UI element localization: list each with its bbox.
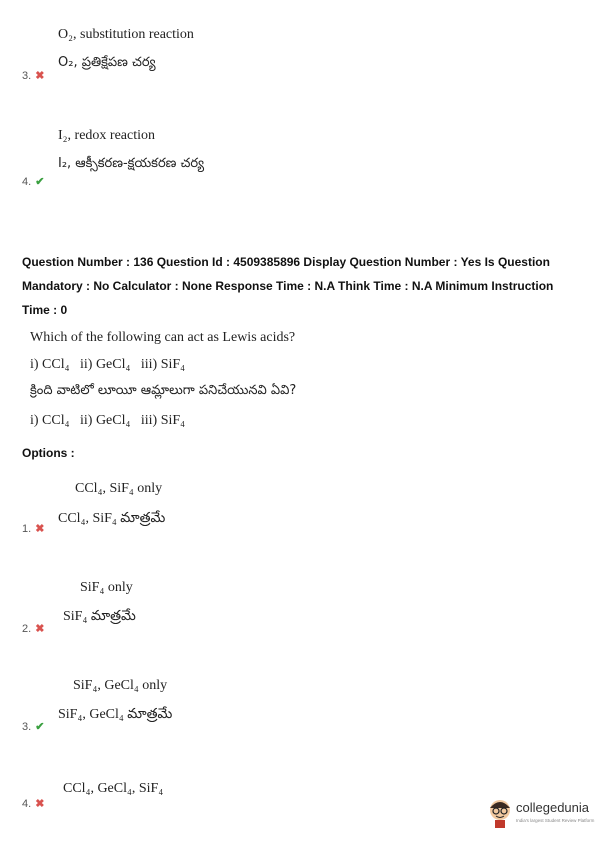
prev-option-3-english: O₂, substitution reaction bbox=[58, 27, 194, 42]
prev-option-4-number bbox=[22, 175, 44, 188]
option-number: 4. bbox=[22, 176, 32, 188]
option-1-english: CCl₄, SiF₄ only bbox=[75, 481, 163, 496]
cross-icon: ✖ bbox=[35, 798, 45, 810]
mascot-icon bbox=[488, 798, 512, 828]
check-icon: ✔ bbox=[35, 176, 45, 188]
cross-icon: ✖ bbox=[35, 523, 45, 535]
option-3-telugu: SiF₄, GeCl₄ మాత్రమే bbox=[58, 707, 173, 722]
option-2-english: SiF₄ only bbox=[80, 580, 133, 595]
cross-icon: ✖ bbox=[35, 623, 45, 635]
option-3-english: SiF₄, GeCl₄ only bbox=[73, 678, 168, 693]
prev-option-3-telugu: O₂, ప్రతిక్షేపణ చర్య bbox=[58, 55, 156, 70]
option-1-telugu: CCl₄, SiF₄ మాత్రమే bbox=[58, 511, 166, 526]
option-2-telugu: SiF₄ మాత్రమే bbox=[63, 609, 136, 624]
option-2-number bbox=[22, 622, 44, 635]
option-number: 3. bbox=[22, 70, 32, 82]
prev-option-3-number bbox=[22, 69, 44, 82]
option-number: 3. bbox=[22, 721, 32, 733]
prev-option-4-english: I₂, redox reaction bbox=[58, 128, 156, 143]
question-text-english: Which of the following can act as Lewis acids? bbox=[30, 330, 296, 345]
option-number: 2. bbox=[22, 623, 32, 635]
option-4-number bbox=[22, 797, 44, 810]
question-items-english: i) CCl₄ ii) GeCl₄ iii) SiF₄ bbox=[30, 357, 186, 372]
option-number: 1. bbox=[22, 523, 32, 535]
logo-name: collegedunia bbox=[516, 800, 590, 815]
option-3-number bbox=[22, 720, 44, 733]
question-items-telugu: i) CCl₄ ii) GeCl₄ iii) SiF₄ bbox=[30, 413, 186, 428]
cross-icon: ✖ bbox=[35, 70, 45, 82]
logo-tagline: India's largest Student Review Platform bbox=[516, 818, 595, 823]
check-icon: ✔ bbox=[35, 721, 45, 733]
question-meta: Question Number : 136 Question Id : 4509385896 Display Question Number : Yes Is Question Mandatory : No Calculator : None Response Time : N.A Think Time : N.A Minimum Instruction Time : 0 bbox=[22, 255, 554, 317]
option-1-number bbox=[22, 522, 44, 535]
prev-option-4-telugu: I₂, ఆక్సీకరణ-క్షయకరణ చర్య bbox=[58, 156, 205, 171]
collegedunia-logo bbox=[488, 796, 595, 832]
options-heading: Options : bbox=[22, 446, 75, 460]
option-number: 4. bbox=[22, 798, 32, 810]
question-text-telugu: క్రింది వాటిలో లూయీ ఆమ్లాలుగా పనిచేయునవి ఏవి? bbox=[30, 383, 297, 398]
option-4-english: CCl₄, GeCl₄, SiF₄ bbox=[63, 781, 164, 796]
